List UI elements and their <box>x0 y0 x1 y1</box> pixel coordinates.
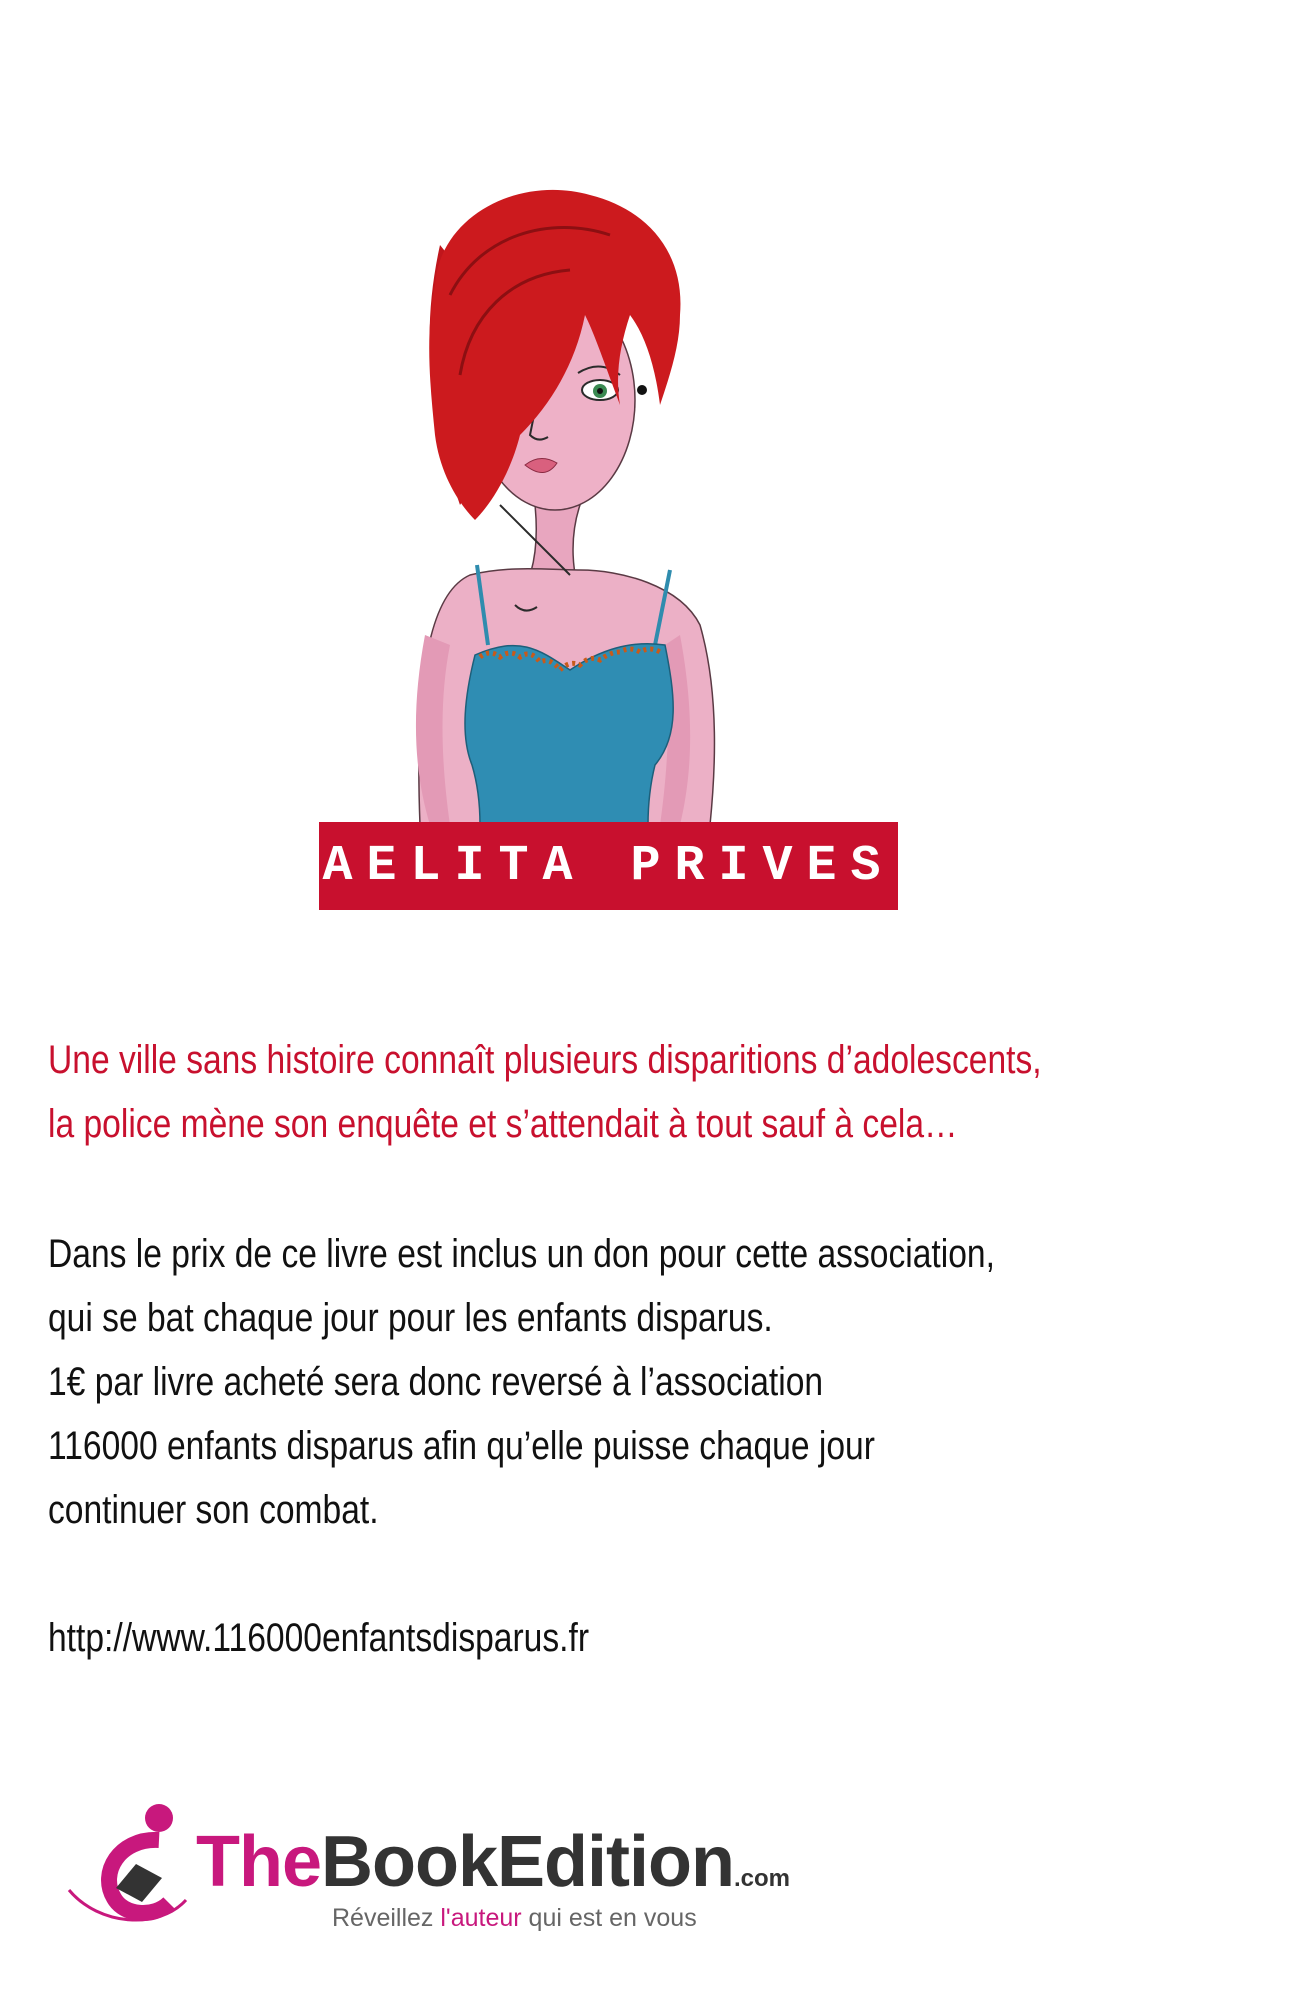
blue-top <box>465 644 673 825</box>
wordmark-the: The <box>196 1822 322 1902</box>
website-block <box>48 1606 1073 1670</box>
publisher-logo-icon <box>64 1798 194 1928</box>
wordmark-domain: .com <box>733 1865 790 1892</box>
website-url[interactable]: http://www.116000enfantsdisparus.fr <box>48 1616 590 1660</box>
slogan-before: Réveillez <box>332 1904 441 1932</box>
wordmark-bookedition: BookEdition <box>321 1822 734 1902</box>
donation-line: continuer son combat. <box>48 1488 379 1532</box>
publisher-slogan <box>332 1904 697 1933</box>
cover-illustration <box>380 175 800 825</box>
author-name: AELITA PRIVES <box>322 837 895 895</box>
donation-line: 116000 enfants disparus afin qu’elle puisse chaque jour <box>48 1424 875 1468</box>
donation-line: qui se bat chaque jour pour les enfants disparus. <box>48 1296 773 1340</box>
tagline <box>48 1028 1073 1156</box>
tagline-line: la police mène son enquête et s’attendait à tout sauf à cela… <box>48 1102 958 1146</box>
slogan-accent: l'auteur <box>440 1904 522 1932</box>
donation-line: 1€ par livre acheté sera donc reversé à l’association <box>48 1360 824 1404</box>
author-name-banner <box>319 822 898 910</box>
donation-paragraph <box>48 1222 1073 1542</box>
slogan-after: qui est en vous <box>521 1904 697 1932</box>
donation-line: Dans le prix de ce livre est inclus un don pour cette association, <box>48 1232 995 1276</box>
tagline-line: Une ville sans histoire connaît plusieurs disparitions d’adolescents, <box>48 1038 1042 1082</box>
publisher-logo <box>64 1798 864 1948</box>
earring <box>637 385 647 395</box>
